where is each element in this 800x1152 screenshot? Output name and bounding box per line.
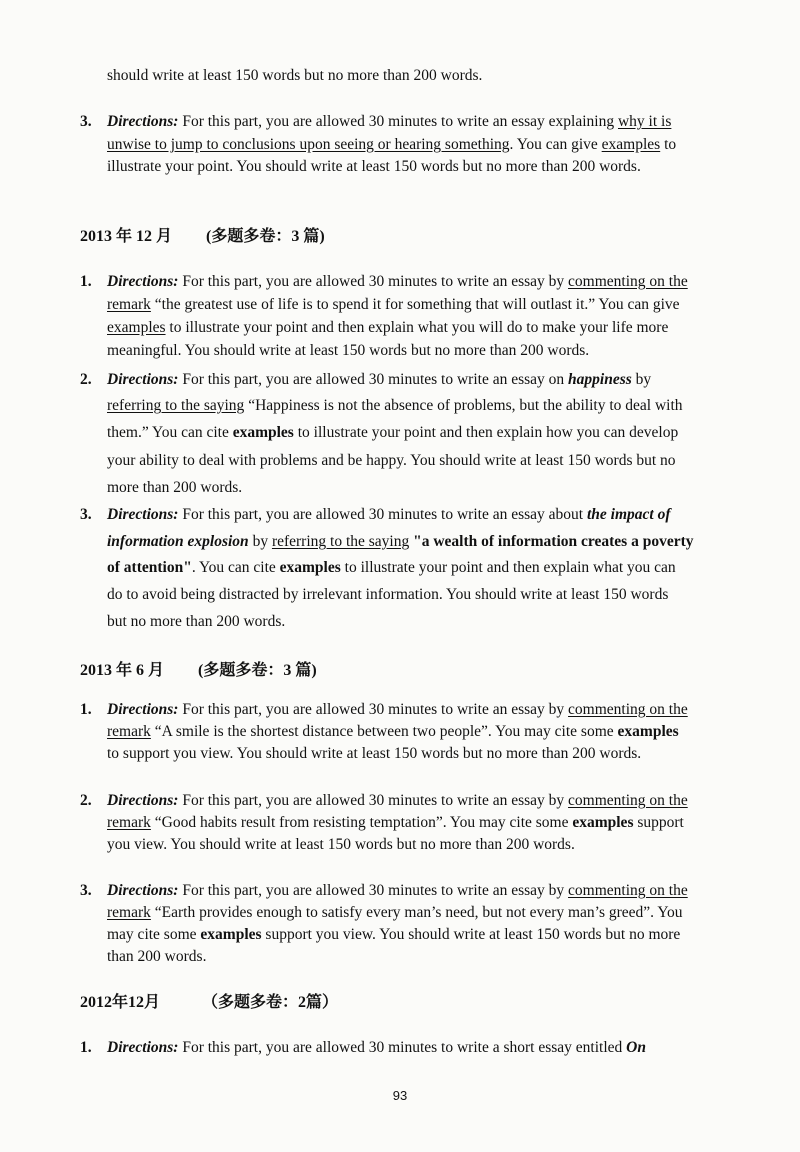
directions-line [107,925,680,945]
heading-note: (多题多卷：3 篇) [206,228,325,245]
text: “Good habits result from resisting temptation”. You may cite some [150,814,573,831]
directions-line [107,370,651,390]
text: to illustrate your point and then explain what you will do to make your life more [165,319,669,336]
emphasis-text: the impact of [586,506,671,523]
directions-line: your ability to deal with problems and be happy. You should write at least 150 words but no [107,452,676,469]
underlined-text: remark [107,904,151,921]
directions-line: illustrate your point. You should write at least 150 words but no more than 200 words. [107,158,641,175]
text: them.” You can cite [107,424,233,441]
directions-line [107,135,676,155]
directions-line [107,505,671,525]
emphasis-text: happiness [568,371,632,388]
text: to illustrate your point and then explain what you can [340,559,676,576]
directions-label: Directions: [107,273,179,290]
text: For this part, you are allowed 30 minutes to write an essay about [182,506,587,523]
text: For this part, you are allowed 30 minutes to write an essay by [182,792,569,809]
text: to [660,136,677,153]
directions-line [107,1038,646,1058]
heading-date: 2013 年 12 月 [80,228,173,245]
text: “Happiness is not the absence of problems, but the ability to deal with [244,397,683,414]
bold-text: examples [279,559,341,576]
directions-line: do to avoid being distracted by irrelevant information. You should write at least 150 words [107,586,669,603]
page-number: 93 [392,1088,408,1103]
directions-label: Directions: [107,792,179,809]
bold-text: of attention" [107,559,192,576]
text: For this part, you are allowed 30 minutes to write an essay on [182,371,569,388]
directions-label: Directions: [107,506,179,523]
item-number: 3. [80,882,92,899]
directions-line [107,112,671,132]
text: For this part, you are allowed 30 minutes to write an essay by [182,882,569,899]
directions-line [107,396,683,416]
directions-line [107,532,694,552]
emphasis-text: information explosion [107,533,249,550]
underlined-text: commenting on the [568,273,688,290]
text: “A smile is the shortest distance between two people”. You may cite some [150,723,618,740]
directions-label: Directions: [107,113,179,130]
text: For this part, you are allowed 30 minutes to write a short essay entitled [182,1039,627,1056]
underlined-text: referring to the saying [271,533,410,550]
text: support [633,814,684,831]
bold-text: examples [617,723,679,740]
section-heading [80,992,338,1014]
directions-line [107,700,688,720]
underlined-text: referring to the saying [107,397,245,414]
underlined-text: unwise to jump to conclusions upon seeing or hearing something [107,136,510,153]
directions-line [107,813,684,833]
text: may cite some [107,926,201,943]
heading-date: 2012年12月 [80,994,161,1011]
directions-line: you view. You should write at least 150 words but no more than 200 words. [107,836,575,853]
underlined-text: remark [107,296,151,313]
directions-line [107,423,678,443]
directions-line [107,881,688,901]
item-number: 1. [80,1039,92,1056]
underlined-text: examples [107,319,166,336]
bold-text: examples [572,814,634,831]
text: “the greatest use of life is to spend it for something that will outlast it.” You can give [150,296,680,313]
item-number: 2. [80,792,92,809]
bold-text: examples [232,424,294,441]
item-number: 3. [80,113,92,130]
directions-label: Directions: [107,371,179,388]
directions-line: but no more than 200 words. [107,613,286,630]
bold-text: examples [200,926,262,943]
text: by [248,533,272,550]
text: “Earth provides enough to satisfy every man’s need, but not every man’s greed”. You [150,904,683,921]
item-number: 2. [80,371,92,388]
text: support you view. You should write at least 150 words but no more [261,926,681,943]
section-heading [80,226,325,248]
directions-line: to support you view. You should write at least 150 words but no more than 200 words. [107,745,642,762]
underlined-text: commenting on the [568,792,688,809]
underlined-text: examples [601,136,661,153]
heading-date: 2013 年 6 月 [80,662,165,679]
text: . You can give [509,136,602,153]
carryover-line: should write at least 150 words but no more than 200 words. [107,67,483,84]
bold-text: "a wealth of information creates a poverty [413,533,694,550]
directions-label: Directions: [107,1039,179,1056]
directions-line [107,722,679,742]
item-number: 1. [80,701,92,718]
directions-line [107,903,683,923]
directions-line: than 200 words. [107,948,207,965]
text: For this part, you are allowed 30 minutes to write an essay explaining [182,113,618,130]
heading-note: (多题多卷：3 篇) [198,662,317,679]
directions-label: Directions: [107,701,179,718]
directions-line [107,558,676,578]
underlined-text: commenting on the [568,882,688,899]
text: to illustrate your point and then explain how you can develop [293,424,679,441]
underlined-text: commenting on the [568,701,688,718]
text: For this part, you are allowed 30 minutes to write an essay by [182,273,569,290]
item-number: 3. [80,506,92,523]
text: . You can cite [191,559,280,576]
heading-note: （多题多卷：2篇） [202,994,339,1011]
directions-line [107,791,688,811]
underlined-text: remark [107,723,151,740]
underlined-text: why it is [617,113,672,130]
text: by [631,371,652,388]
directions-line: more than 200 words. [107,479,243,496]
text: For this part, you are allowed 30 minutes to write an essay by [182,701,569,718]
directions-line [107,295,680,315]
section-heading [80,660,317,682]
directions-line: meaningful. You should write at least 150 words but no more than 200 words. [107,342,590,359]
emphasis-text: On [626,1039,646,1056]
directions-line [107,318,668,338]
directions-line [107,272,688,292]
underlined-text: remark [107,814,151,831]
item-number: 1. [80,273,92,290]
directions-label: Directions: [107,882,179,899]
